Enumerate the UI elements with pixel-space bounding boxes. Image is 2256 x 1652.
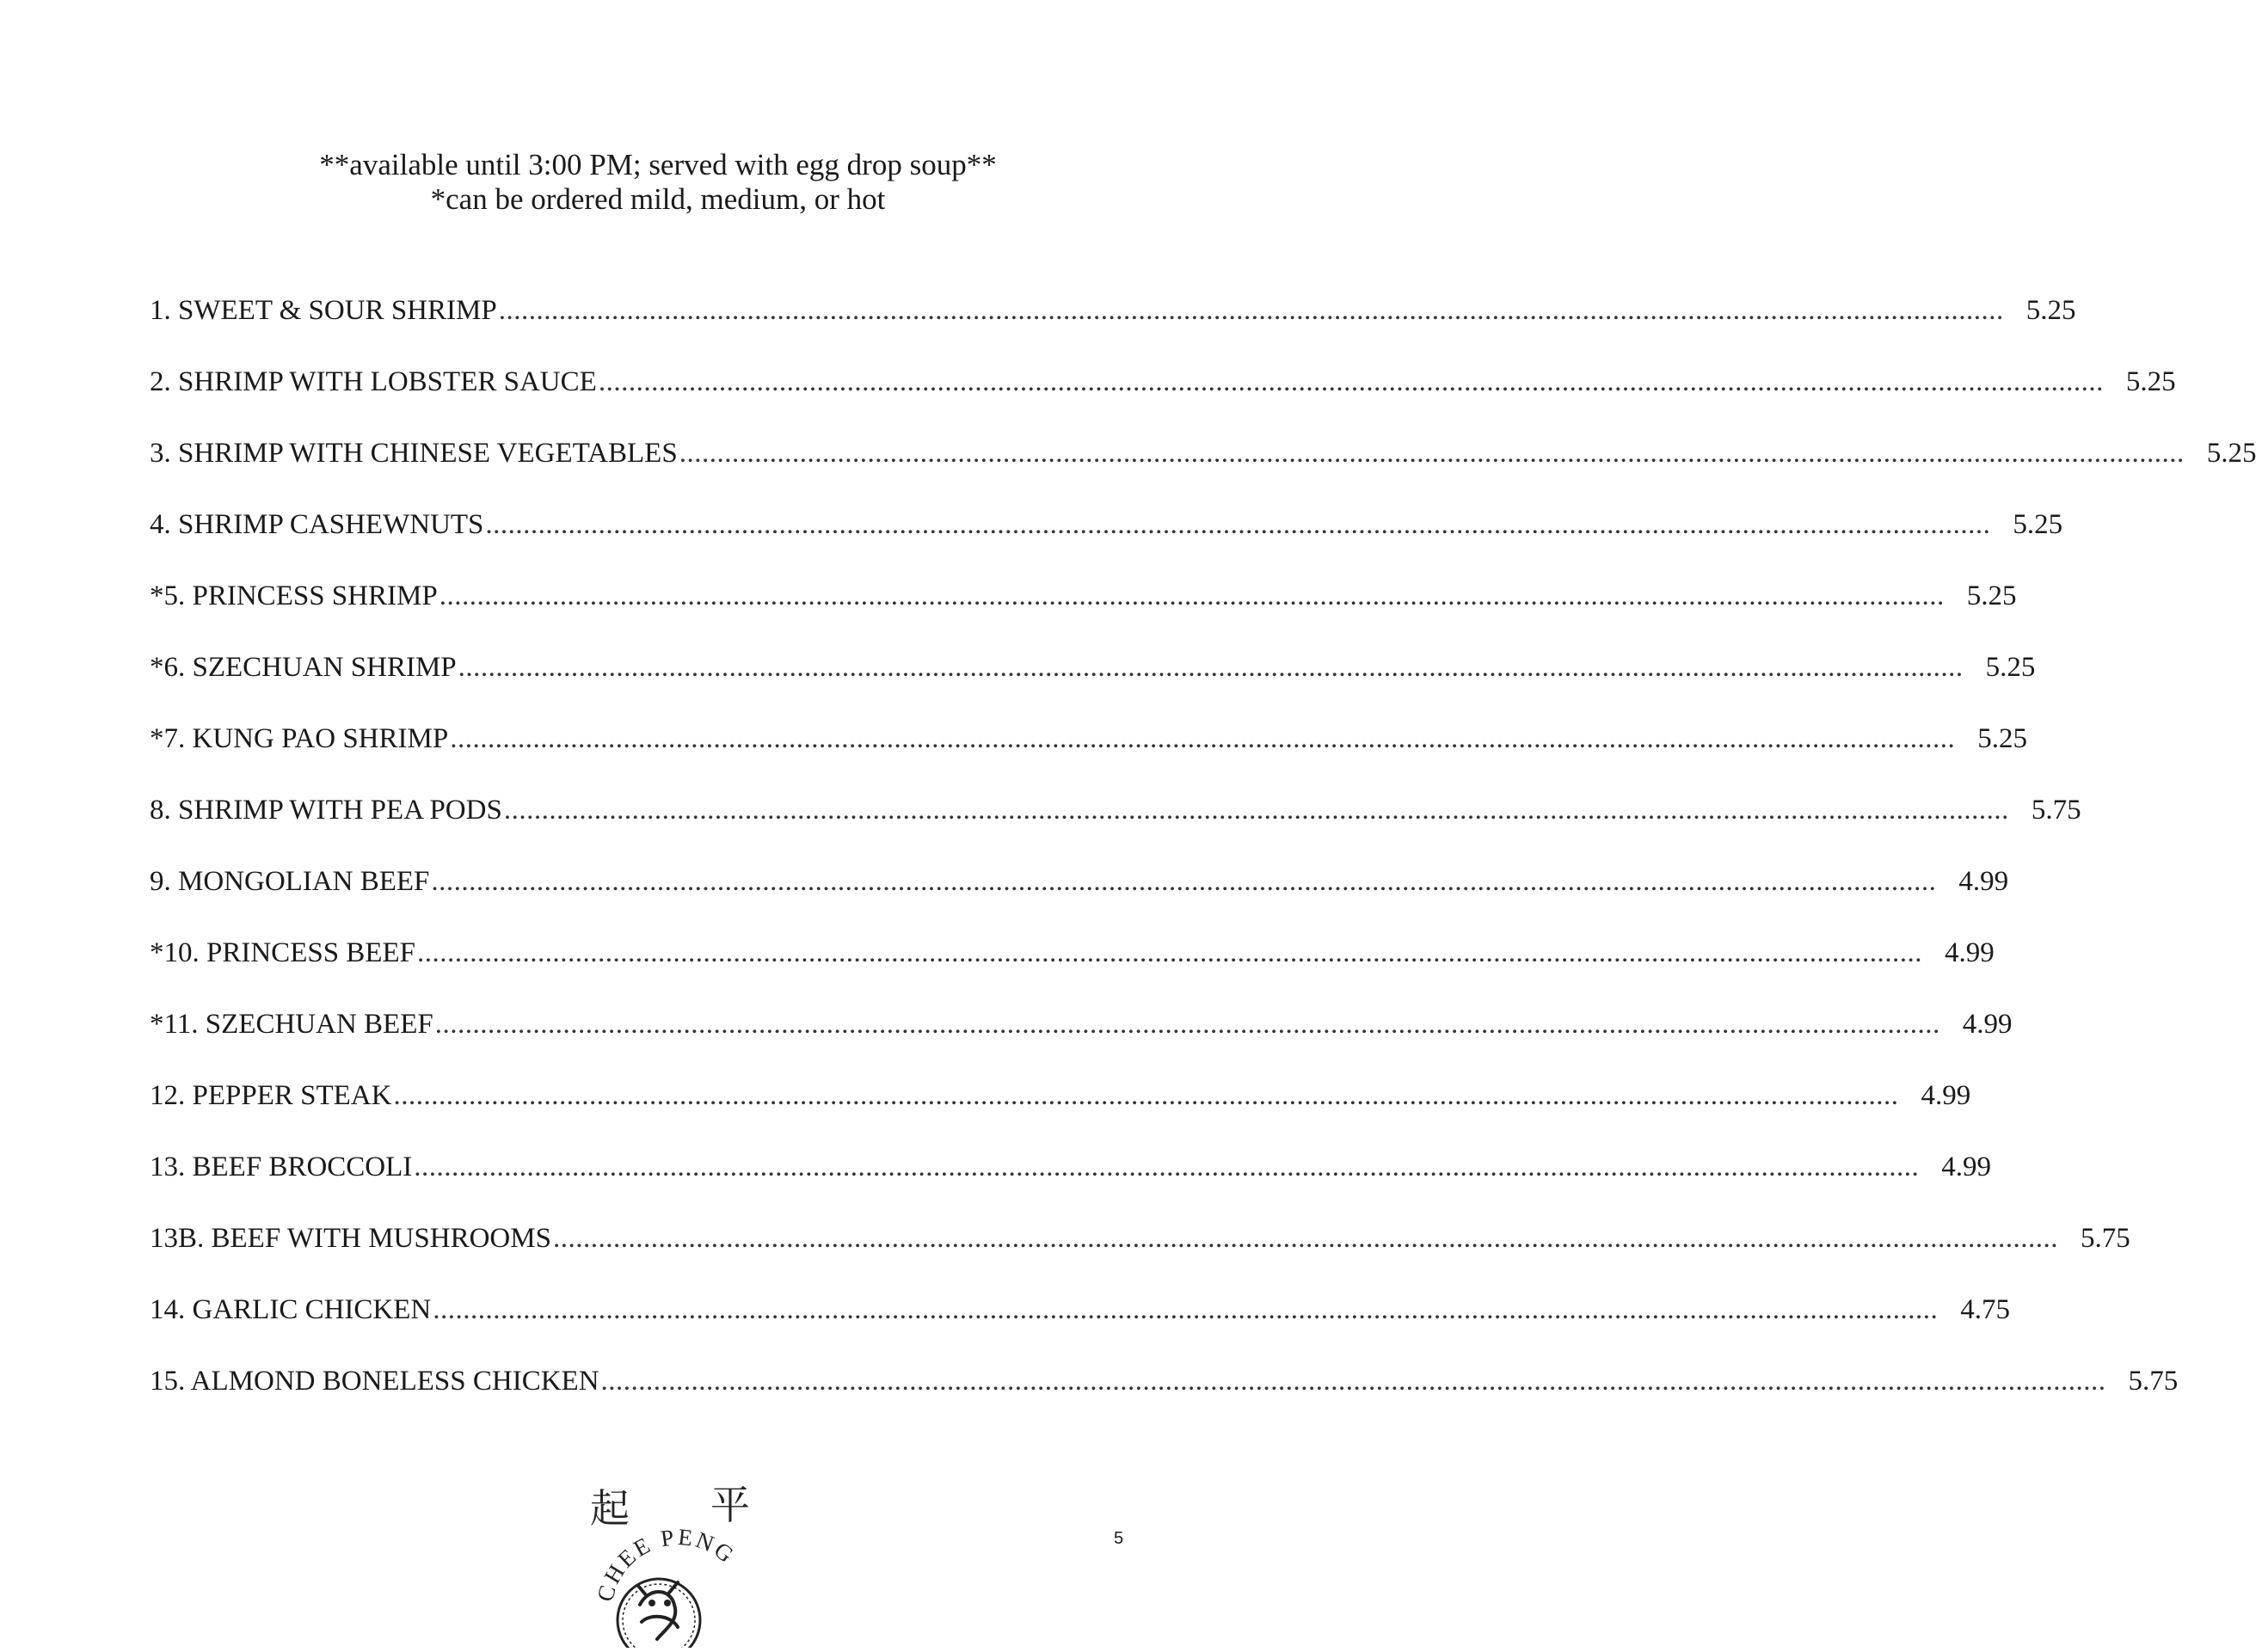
menu-item xyxy=(150,1364,2179,1435)
item-name: 8. SHRIMP WITH PEA PODS xyxy=(150,795,502,826)
dragon-seal-icon xyxy=(588,1476,760,1648)
menu-item xyxy=(150,1007,2013,1078)
menu-item xyxy=(150,507,2063,579)
dot-leader: ........................................................................................................................................................................................................ xyxy=(503,795,2009,826)
logo-text: CHEE PENG xyxy=(592,1523,741,1605)
item-price: 4.99 xyxy=(1945,937,1995,968)
item-name: 4. SHRIMP CASHEWNUTS xyxy=(150,509,484,540)
dot-leader: ........................................................................................................................................................................................................ xyxy=(485,509,1991,540)
menu-item xyxy=(150,722,2027,793)
menu-item xyxy=(150,365,2176,436)
menu-item xyxy=(150,436,2256,507)
dot-leader: ........................................................................................................................................................................................................ xyxy=(552,1223,2058,1254)
menu-item xyxy=(150,793,2081,864)
item-name: *7. KUNG PAO SHRIMP xyxy=(150,723,449,754)
item-name: 3. SHRIMP WITH CHINESE VEGETABLES xyxy=(150,438,678,469)
dot-leader: ........................................................................................................................................................................................................ xyxy=(417,937,1922,968)
menu-item xyxy=(150,650,2036,722)
menu-item xyxy=(150,579,2017,650)
menu-item xyxy=(150,1293,2010,1364)
dot-leader: ........................................................................................................................................................................................................ xyxy=(431,866,1937,897)
page-number: 5 xyxy=(1114,1529,1124,1548)
item-price: 4.75 xyxy=(1960,1294,2010,1325)
item-price: 4.99 xyxy=(1958,866,2009,897)
item-name: *5. PRINCESS SHRIMP xyxy=(150,580,438,611)
item-name: *11. SZECHUAN BEEF xyxy=(150,1009,433,1040)
menu-item xyxy=(150,936,1995,1007)
item-price: 5.25 xyxy=(2025,295,2076,326)
item-name: 14. GARLIC CHICKEN xyxy=(150,1294,432,1325)
dot-leader: ........................................................................................................................................................................................................ xyxy=(450,723,1956,754)
item-price: 5.75 xyxy=(2128,1366,2179,1397)
item-name: 13. BEEF BROCCOLI xyxy=(150,1151,413,1182)
menu-item xyxy=(150,293,2076,365)
item-price: 5.25 xyxy=(1966,580,2017,611)
item-price: 4.99 xyxy=(1941,1151,1992,1182)
item-name: 15. ALMOND BONELESS CHICKEN xyxy=(150,1366,599,1397)
item-name: 9. MONGOLIAN BEEF xyxy=(150,866,430,897)
dot-leader: ........................................................................................................................................................................................................ xyxy=(434,1009,1940,1040)
logo-chinese-right: 平 xyxy=(710,1482,750,1528)
item-name: 1. SWEET & SOUR SHRIMP xyxy=(150,295,497,326)
item-price: 4.99 xyxy=(1921,1080,1971,1111)
item-price: 5.25 xyxy=(2125,366,2176,397)
restaurant-logo xyxy=(588,1476,760,1648)
dot-leader: ........................................................................................................................................................................................................ xyxy=(598,366,2104,397)
item-price: 5.25 xyxy=(2206,438,2256,469)
menu-list xyxy=(150,293,2256,1435)
item-price: 5.25 xyxy=(1985,652,2036,683)
item-name: 12. PEPPER STEAK xyxy=(150,1080,392,1111)
item-name: 13B. BEEF WITH MUSHROOMS xyxy=(150,1223,551,1254)
item-price: 5.25 xyxy=(1977,723,2027,754)
item-price: 5.75 xyxy=(2031,795,2081,826)
dot-leader: ........................................................................................................................................................................................................ xyxy=(414,1151,1920,1182)
item-price: 4.99 xyxy=(1962,1009,2013,1040)
menu-item xyxy=(150,864,2009,936)
item-name: *10. PRINCESS BEEF xyxy=(150,937,415,968)
spice-note: *can be ordered mild, medium, or hot xyxy=(430,182,886,216)
dot-leader: ........................................................................................................................................................................................................ xyxy=(433,1294,1939,1325)
dot-leader: ........................................................................................................................................................................................................ xyxy=(439,580,1945,611)
menu-item xyxy=(150,1221,2130,1293)
dot-leader: ........................................................................................................................................................................................................ xyxy=(498,295,2004,326)
item-price: 5.75 xyxy=(2080,1223,2130,1254)
menu-notes xyxy=(0,148,1316,217)
item-name: 2. SHRIMP WITH LOBSTER SAUCE xyxy=(150,366,597,397)
item-name: *6. SZECHUAN SHRIMP xyxy=(150,652,457,683)
item-price: 5.25 xyxy=(2013,509,2063,540)
logo-chinese-left: 起 xyxy=(590,1485,630,1532)
dot-leader: ........................................................................................................................................................................................................ xyxy=(679,438,2185,469)
dot-leader: ........................................................................................................................................................................................................ xyxy=(600,1366,2106,1397)
availability-note: **available until 3:00 PM; served with egg drop soup** xyxy=(319,148,997,181)
dot-leader: ........................................................................................................................................................................................................ xyxy=(393,1080,1899,1111)
dot-leader: ........................................................................................................................................................................................................ xyxy=(458,652,1964,683)
menu-item xyxy=(150,1150,1992,1221)
menu-item xyxy=(150,1078,1971,1150)
